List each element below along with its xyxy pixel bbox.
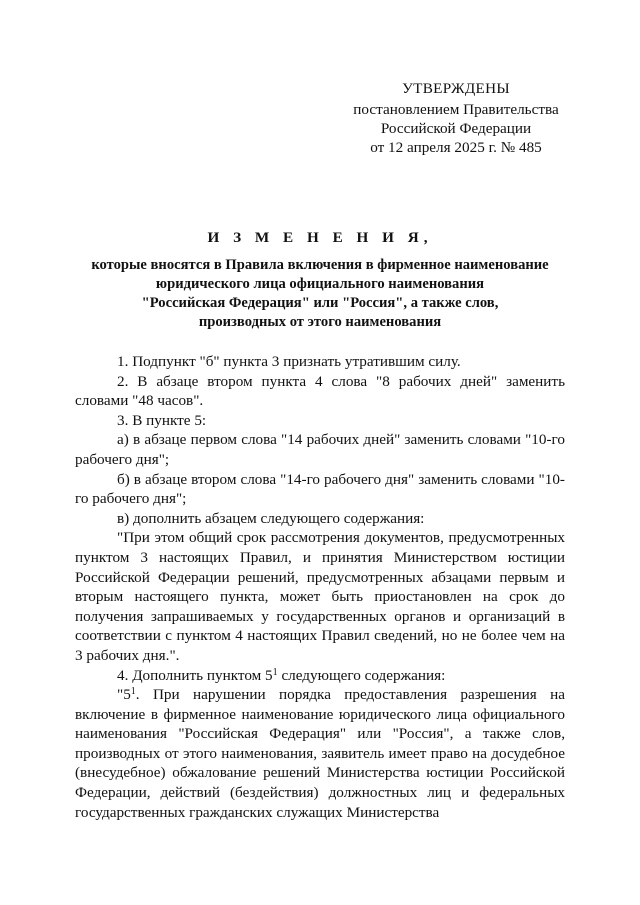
approval-line: Российской Федерации bbox=[380, 120, 532, 137]
paragraph: "При этом общий срок рассмотрения документов, предусмотренных пунктом 3 настоящих Правил, и принятия Министерством юстиции Российской Федерации решений, предусмотренных абзацами первым и вторым настоящего пункта, может быть приостановлен на срок до получения запрашиваемых у государственных органов и организаций в соответствии с пунктом 4 настоящих Правил сведений, но не более чем на 3 рабочих дня.". bbox=[75, 529, 565, 664]
paragraph: а) в абзаце первом слова "14 рабочих дней" заменить словами "10-го рабочего дня"; bbox=[75, 431, 565, 468]
document-subtitle-line: юридического лица официального наименования bbox=[155, 275, 485, 292]
document-subtitle-line: "Российская Федерация" или "Россия", а также слов, bbox=[141, 294, 499, 311]
paragraph-text: . При нарушении порядка предоставления разрешения на включение в фирменное наименование юридического лица официального наименования "Российская Федерация" или "Россия", а также слов, производных от этого наименования, заявитель имеет право на досудебное (внесудебное) обжалование решений Министерства юстиции Российской Федерации, действий (бездействия) должностных лиц и федеральных государственных гражданских служащих Министерства bbox=[75, 686, 565, 821]
approval-line: от 12 апреля 2025 г. № 485 bbox=[370, 139, 542, 156]
document-heading bbox=[72, 228, 568, 332]
paragraph: б) в абзаце втором слова "14-го рабочего дня" заменить словами "10-го рабочего дня"; bbox=[75, 470, 565, 508]
document-title: И З М Е Н Е Н И Я, bbox=[207, 229, 433, 246]
paragraph-text: 4. Дополнить пунктом 5 bbox=[117, 666, 273, 684]
paragraph-text: следующего содержания: bbox=[277, 666, 446, 684]
superscript: 1 bbox=[272, 666, 278, 678]
paragraph: 1. Подпункт "б" пункта 3 признать утратившим силу. bbox=[117, 353, 461, 370]
document-subtitle-line: которые вносятся в Правила включения в фирменное наименование bbox=[91, 256, 549, 273]
approval-title: УТВЕРЖДЕНЫ bbox=[402, 80, 510, 97]
paragraph: в) дополнить абзацем следующего содержания: bbox=[117, 509, 425, 527]
paragraph: 3. В пункте 5: bbox=[117, 411, 207, 429]
paragraph-text: "5 bbox=[117, 686, 131, 704]
paragraph bbox=[75, 666, 565, 686]
approval-line: постановлением Правительства bbox=[353, 101, 559, 118]
paragraph bbox=[75, 685, 565, 822]
superscript: 1 bbox=[130, 686, 136, 698]
paragraph: 2. В абзаце втором пункта 4 слова "8 рабочих дней" заменить словами "48 часов". bbox=[75, 372, 565, 410]
approval-block bbox=[346, 79, 566, 157]
document-subtitle-line: производных от этого наименования bbox=[198, 313, 442, 330]
document-body bbox=[75, 352, 565, 822]
